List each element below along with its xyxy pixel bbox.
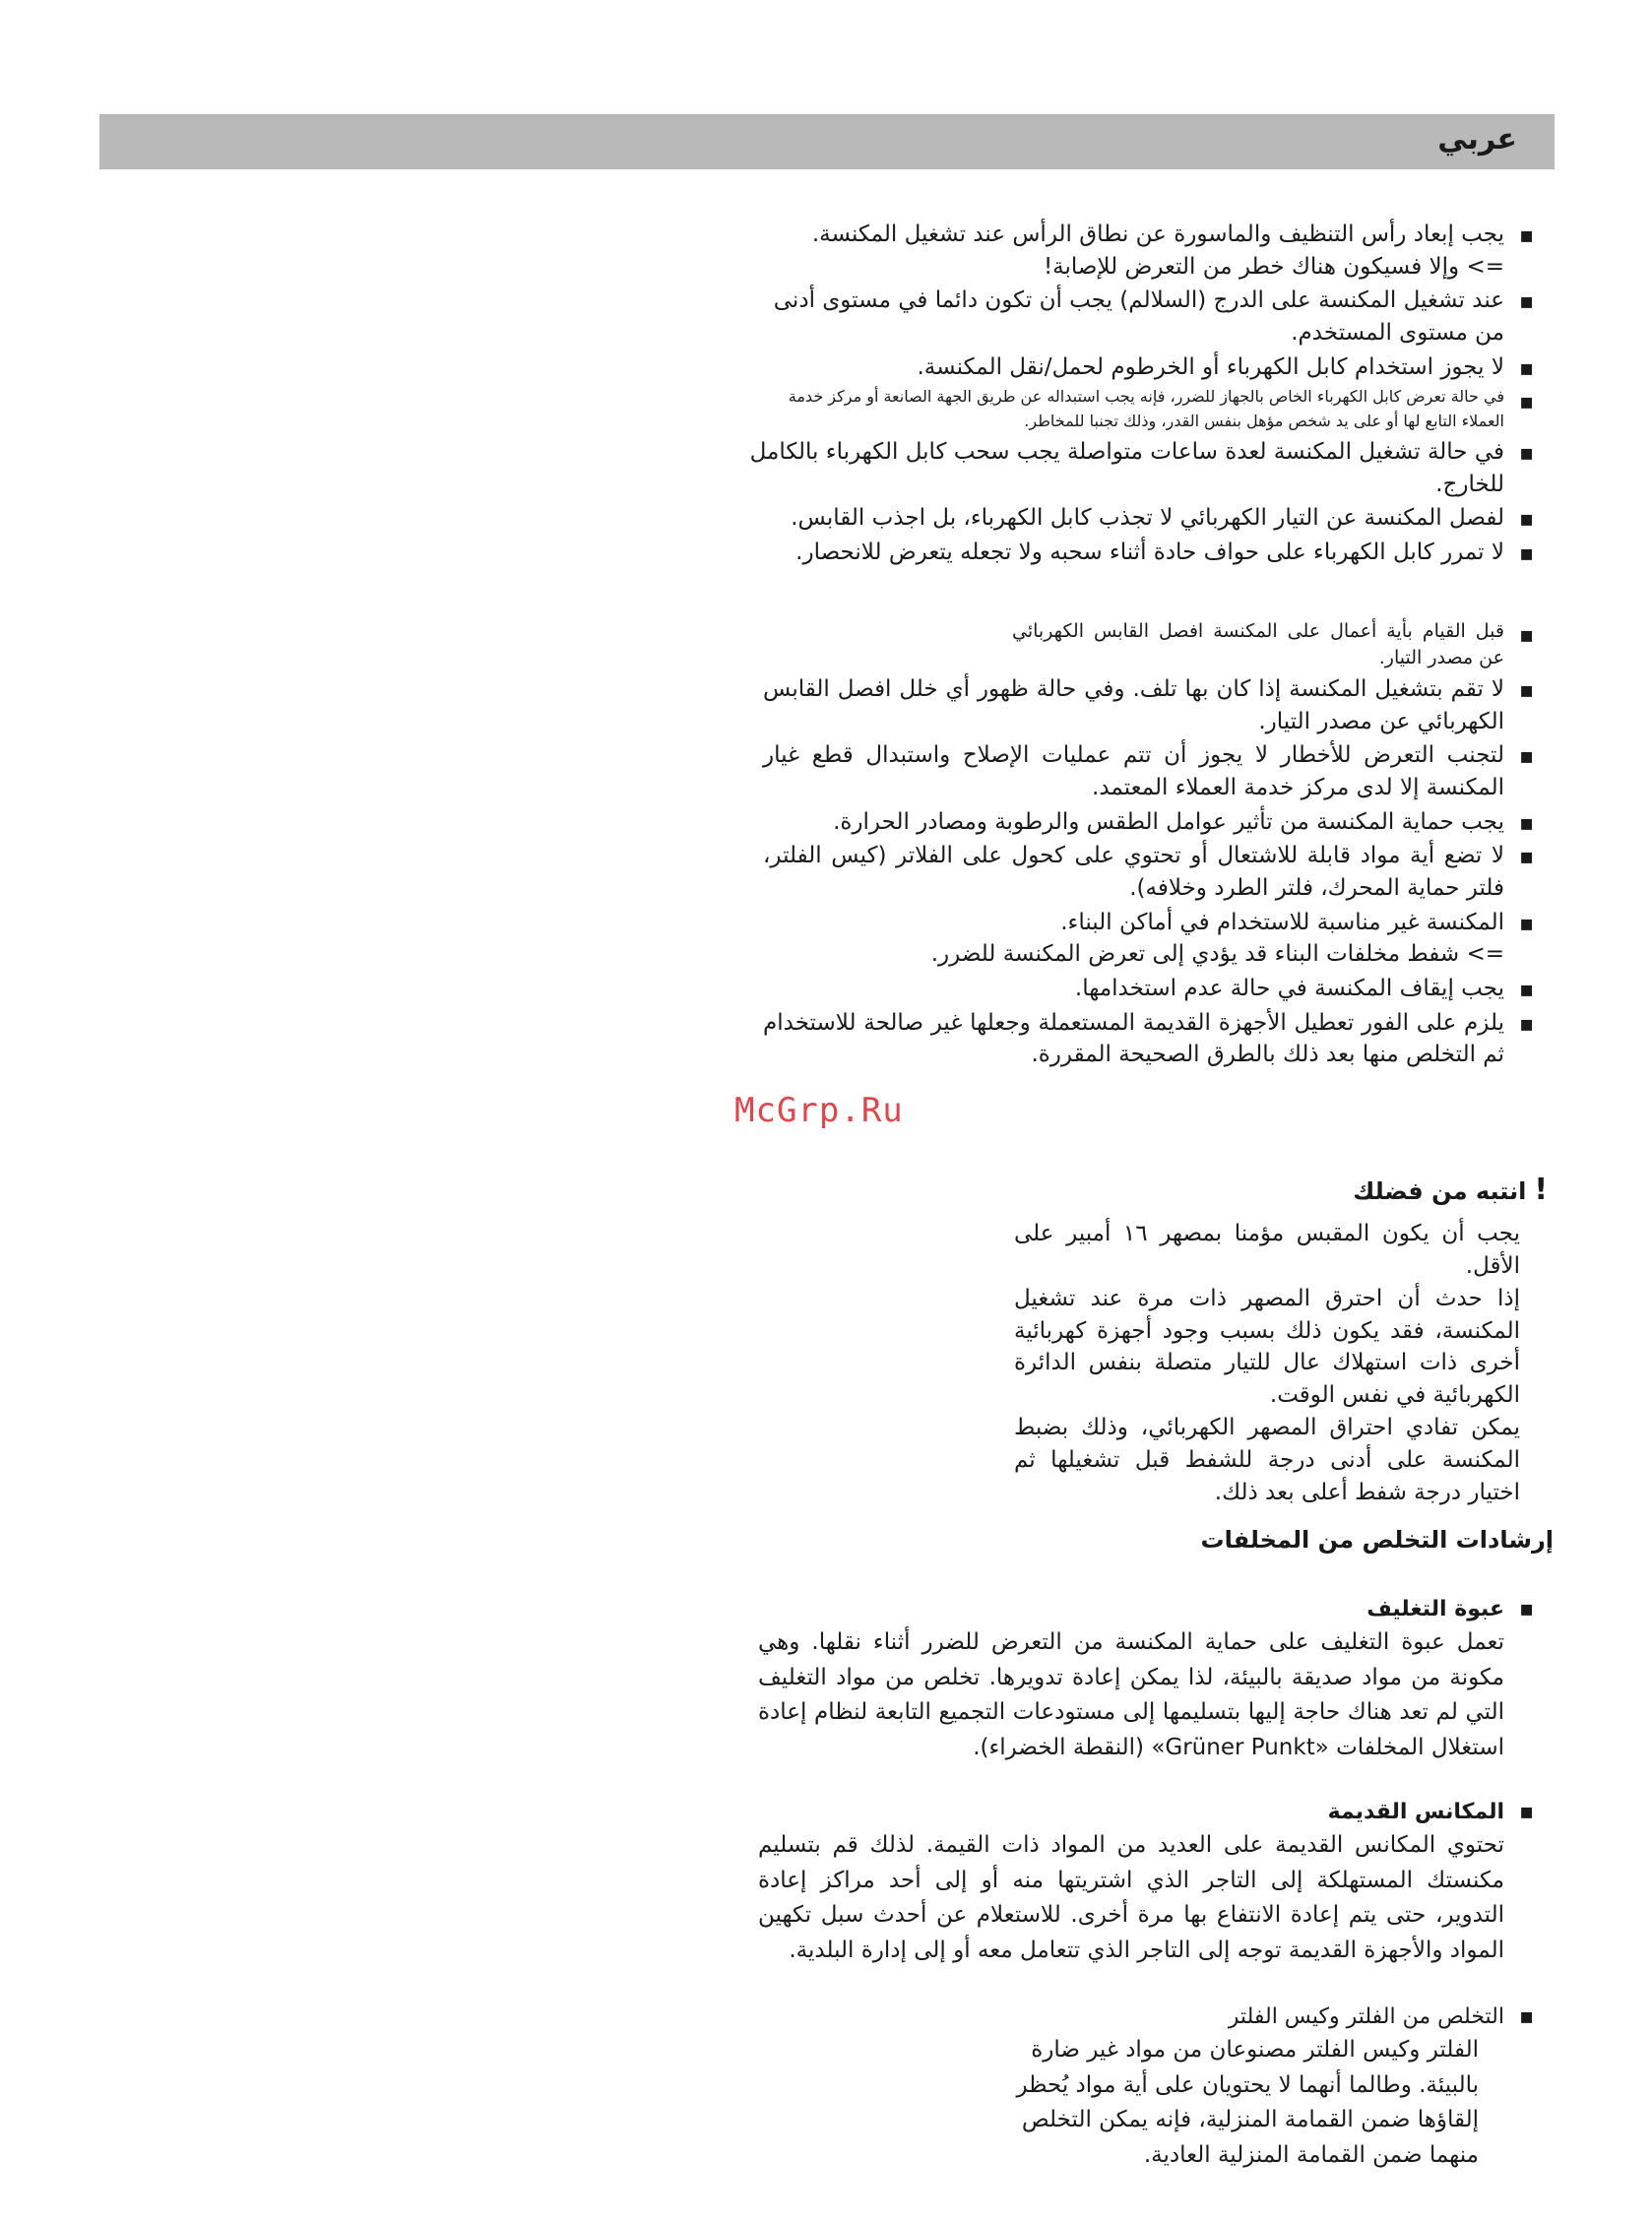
list-item: ▪ لا يجوز استخدام كابل الكهرباء أو الخرطوم لحمل/نقل المكنسة. bbox=[748, 351, 1538, 384]
bullet-icon: ▪ bbox=[1519, 355, 1534, 381]
attention-box bbox=[1014, 1170, 1548, 1509]
list-item: ▪ قبل القيام بأية أعمال على المكنسة افصل القابس الكهربائي عن مصدر التيار. bbox=[1012, 620, 1534, 668]
warning-note: => وإلا فسيكون هناك خطر من التعرض للإصابة! bbox=[1043, 253, 1504, 280]
safety-list-1 bbox=[748, 219, 1538, 571]
list-item: ▪ لا تقم بتشغيل المكنسة إذا كان بها تلف. وفي حالة ظهور أي خلل افصل القابس الكهربائي عن مصدر التيار. bbox=[763, 673, 1538, 737]
list-item: ▪ لا تضع أية مواد قابلة للاشتعال أو تحتوي على كحول على الفلاتر (كيس الفلتر، فلتر حماية المحرك، فلتر الطرد وخلافه). bbox=[763, 840, 1538, 904]
watermark: McGrp.Ru bbox=[734, 1091, 904, 1130]
bullet-icon: ▪ bbox=[1519, 677, 1534, 703]
disposal-section-title: إرشادات التخلص من المخلفات bbox=[1200, 1526, 1554, 1554]
list-item: ▪ لفصل المكنسة عن التيار الكهربائي لا تجذب كابل الكهرباء، بل اجذب القابس. bbox=[748, 502, 1538, 535]
disposal-heading: ▪ التخلص من الفلتر وكيس الفلتر bbox=[1228, 2004, 1534, 2029]
bullet-icon: ▪ bbox=[1519, 1011, 1534, 1037]
list-item: ▪ عند تشغيل المكنسة على الدرج (السلالم) يجب أن تكون دائما في مستوى أدنى من مستوى المستخدم. bbox=[748, 285, 1538, 349]
bullet-icon: ▪ bbox=[1519, 623, 1534, 648]
bullet-icon: ▪ bbox=[1519, 911, 1534, 936]
attention-paragraph: إذا حدث أن احترق المصهر ذات مرة عند تشغيل المكنسة، فقد يكون ذلك بسبب وجود أجهزة كهربائية أخرى ذات استهلاك عال للتيار متصلة بنفس الدائرة الكهربائية في نفس الوقت. bbox=[1014, 1285, 1520, 1409]
disposal-body: تحتوي المكانس القديمة على العديد من المواد ذات القيمة. لذلك قم بتسليم مكنستك المستهلكة إلى التاجر الذي اشتريتها منه أو إلى أحد مراكز إعادة التدوير، حتى يتم إعادة الانتفاع بها مرة أخرى. للاستعلام عن أحدث سبل تكهين المواد والأجهزة القديمة توجه إلى التاجر الذي تتعامل معه أو إلى إدارة البلدية. bbox=[758, 1832, 1504, 1963]
disposal-block-packaging bbox=[758, 1597, 1538, 1766]
bullet-icon: ▪ bbox=[1519, 845, 1534, 870]
disposal-heading: ▪ المكانس القديمة bbox=[1327, 1800, 1534, 1824]
bullet-icon: ▪ bbox=[1519, 507, 1534, 533]
bullet-icon: ▪ bbox=[1519, 744, 1534, 770]
bullet-icon: ▪ bbox=[1519, 540, 1534, 566]
bullet-icon: ▪ bbox=[1519, 289, 1534, 315]
bullet-icon: ▪ bbox=[1519, 1800, 1534, 1824]
list-item: ▪ في حالة تعرض كابل الكهرباء الخاص بالجهاز للضرر، فإنه يجب استبداله عن طريق الجهة الصانعة أو مركز خدمة العملاء التابع لها أو على يد شخص مؤهل بنفس القدر، وذلك تجنبا للمخاطر. bbox=[788, 387, 1534, 431]
disposal-body: تعمل عبوة التغليف على حماية المكنسة من التعرض للضرر أثناء نقلها. وهي مكونة من مواد صديقة بالبيئة، لذا يمكن إعادة تدويرها. تخلص من مواد التغليف التي لم تعد هناك حاجة إليها بتسليمها إلى مستودعات التجميع التابعة لنظام إعادة استغلال المخلفات «Grüner Punkt» (النقطة الخضراء). bbox=[758, 1629, 1504, 1760]
bullet-icon: ▪ bbox=[1519, 2004, 1534, 2029]
language-header-bar bbox=[99, 114, 1555, 169]
list-item: ▪ المكنسة غير مناسبة للاستخدام في أماكن البناء. => شفط مخلفات البناء قد يؤدي إلى تعرض المكنسة للضرر. bbox=[763, 907, 1538, 971]
list-item: ▪ يجب حماية المكنسة من تأثير عوامل الطقس والرطوبة ومصادر الحرارة. bbox=[763, 806, 1538, 839]
attention-paragraph: يمكن تفادي احتراق المصهر الكهربائي، وذلك بضبط المكنسة على أدنى درجة للشفط قبل تشغيلها ثم اختيار درجة شفط أعلى بعد ذلك. bbox=[1014, 1415, 1520, 1505]
attention-heading: !انتبه من فضلك bbox=[1353, 1173, 1548, 1207]
bullet-icon: ▪ bbox=[1519, 810, 1534, 836]
list-item: ▪ يجب إيقاف المكنسة في حالة عدم استخدامها. bbox=[763, 973, 1538, 1005]
attention-paragraph: يجب أن يكون المقبس مؤمنا بمصهر ١٦ أمبير على الأقل. bbox=[1014, 1220, 1520, 1279]
list-item: ▪ يجب إبعاد رأس التنظيف والماسورة عن نطاق الرأس عند تشغيل المكنسة. => وإلا فسيكون هناك خطر من التعرض للإصابة! bbox=[748, 219, 1538, 283]
safety-list-2 bbox=[763, 618, 1538, 1073]
list-item: ▪ في حالة تشغيل المكنسة لعدة ساعات متواصلة يجب سحب كابل الكهرباء بالكامل للخارج. bbox=[748, 436, 1538, 500]
exclamation-icon: ! bbox=[1534, 1173, 1548, 1207]
list-item: ▪ لتجنب التعرض للأخطار لا يجوز أن تتم عمليات الإصلاح واستبدال قطع غيار المكنسة إلا لدى مركز خدمة العملاء المعتمد. bbox=[763, 739, 1538, 803]
disposal-block-filters bbox=[975, 2004, 1538, 2174]
bullet-icon: ▪ bbox=[1519, 1597, 1534, 1621]
bullet-icon: ▪ bbox=[1519, 223, 1534, 248]
disposal-body: الفلتر وكيس الفلتر مصنوعان من مواد غير ضارة بالبيئة. وطالما أنهما لا يحتويان على أية مواد يُحظر إلقاؤها ضمن القمامة المنزلية، فإنه يمكن التخلص منهما ضمن القمامة المنزلية العادية. bbox=[1016, 2037, 1479, 2168]
disposal-heading: ▪ عبوة التغليف bbox=[1366, 1597, 1534, 1621]
bullet-icon: ▪ bbox=[1519, 390, 1534, 415]
language-label: عربي bbox=[1437, 122, 1517, 157]
warning-note: => شفط مخلفات البناء قد يؤدي إلى تعرض المكنسة للضرر. bbox=[930, 941, 1504, 968]
disposal-block-old-appliances bbox=[758, 1800, 1538, 1969]
list-item: ▪ لا تمرر كابل الكهرباء على حواف حادة أثناء سحبه ولا تجعله يتعرض للانحصار. bbox=[748, 537, 1538, 569]
bullet-icon: ▪ bbox=[1519, 977, 1534, 1002]
list-item: ▪ يلزم على الفور تعطيل الأجهزة القديمة المستعملة وجعلها غير صالحة للاستخدام ثم التخلص منها بعد ذلك بالطرق الصحيحة المقررة. bbox=[763, 1007, 1538, 1071]
bullet-icon: ▪ bbox=[1519, 440, 1534, 466]
